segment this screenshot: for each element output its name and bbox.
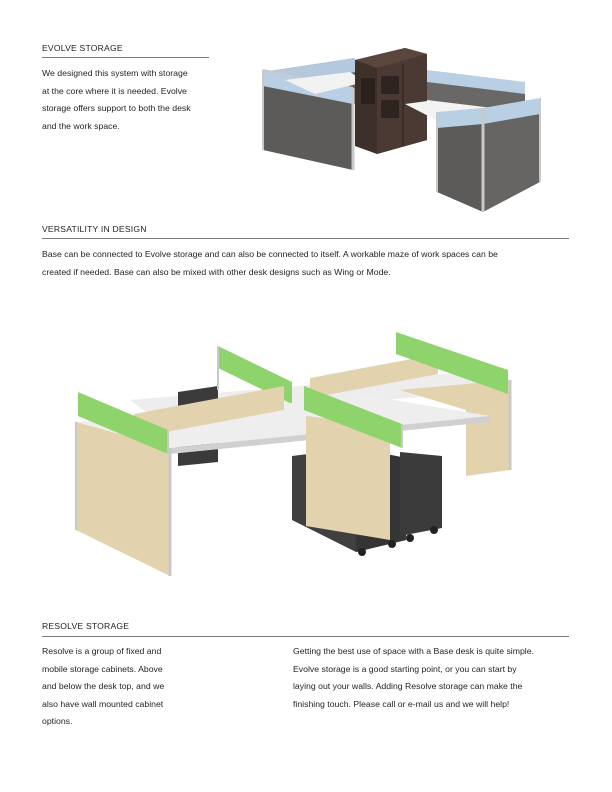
evolve-storage-heading: EVOLVE STORAGE xyxy=(42,43,123,53)
evolve-storage-workstation-image xyxy=(255,42,555,217)
evolve-storage-rule xyxy=(42,57,209,58)
versatility-rule xyxy=(42,238,569,239)
base-desk-cluster-image xyxy=(70,330,520,580)
resolve-storage-heading: RESOLVE STORAGE xyxy=(42,621,130,631)
versatility-text: Base can be connected to Evolve storage and can also be connected to itself. A workable maze of work spaces can be created if needed. Base can also be mixed with other desk designs such as Wing or Mode. xyxy=(42,249,498,277)
resolve-storage-rule xyxy=(42,636,569,637)
resolve-storage-right-text: Getting the best use of space with a Base desk is quite simple. Evolve storage is a good starting point, or you can start by laying out your walls. Adding Resolve storage can make the finishing touch. Please call or e-mail us and we will help! xyxy=(293,646,534,709)
evolve-storage-text: We designed this system with storage at the core where it is needed. Evolve storage offers support to both the desk and the work space. xyxy=(42,68,191,131)
versatility-heading: VERSATILITY IN DESIGN xyxy=(42,224,147,234)
resolve-storage-left-text: Resolve is a group of fixed and mobile storage cabinets. Above and below the desk top, and we also have wall mounted cabinet options. xyxy=(42,646,165,727)
